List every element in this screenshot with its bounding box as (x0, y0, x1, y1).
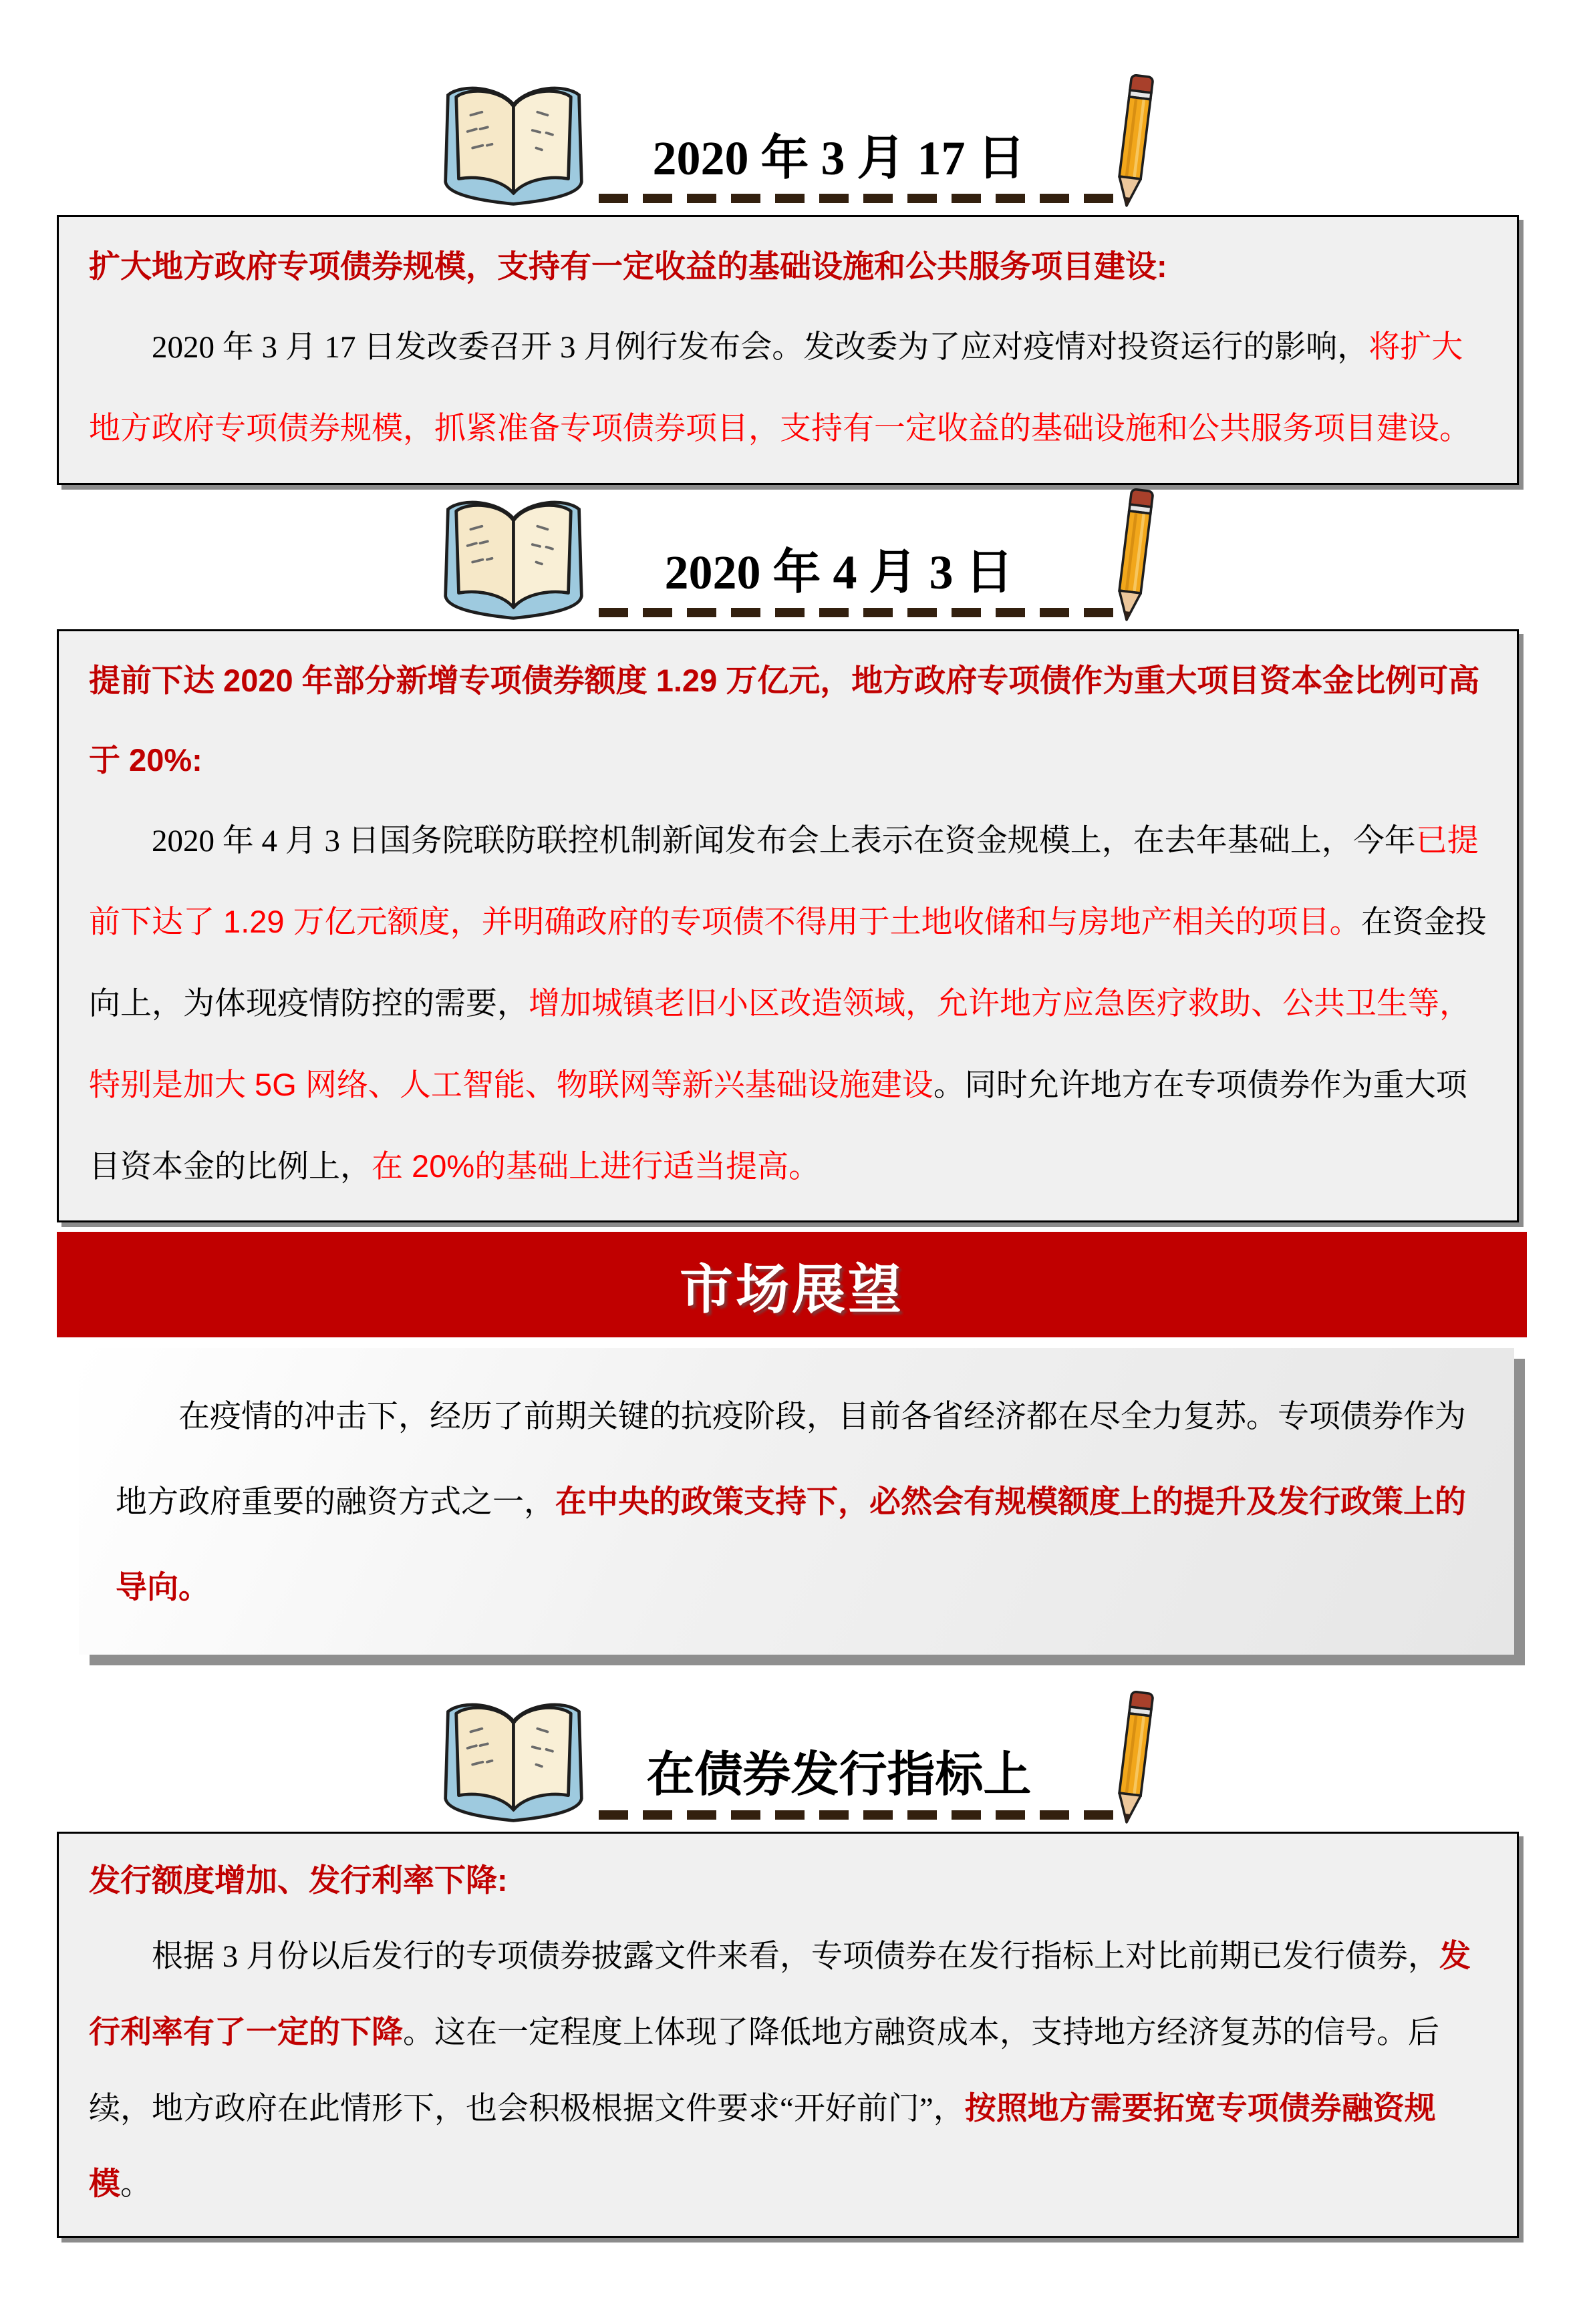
open-book-icon (435, 76, 592, 208)
box-heading: 发行额度增加、发行利率下降: (89, 1862, 508, 1898)
dashed-line (599, 194, 1118, 203)
outlook-paragraph: 在疫情的冲击下，经历了前期关键的抗疫阶段，目前各省经济都在尽全力复苏。专项债券作为地方政府重要的融资方式之一，在中央的政策支持下，必然会有规模额度上的提升及发行政策上的导向。 (116, 1399, 1466, 1605)
box-heading: 提前下达 2020 年部分新增专项债券额度 1.29 万亿元，地方政府专项债作为重大项目资本金比例可高于 20%: (89, 662, 1480, 778)
box-paragraph: 根据 3 月份以后发行的专项债券披露文件来看，专项债券在发行指标上对比前期已发行债券，发行利率有了一定的下降。这在一定程度上体现了降低地方融资成本，支持地方经济复苏的信号。后续，地方政府在此情形下，也会积极根据文件要求“开好前门”，按照地方需要拓宽专项债券融资规模。 (89, 1937, 1471, 2202)
date-header-2 (435, 489, 1157, 623)
pencil-icon (1104, 482, 1165, 625)
topic-title: 在债券发行指标上 (646, 1748, 1032, 1802)
market-outlook-box (79, 1348, 1514, 1655)
box-paragraph: 2020 年 4 月 3 日国务院联防联控机制新闻发布会上表示在资金规模上，在去年基础上，今年已提前下达了 1.29 万亿元额度，并明确政府的专项债不得用于土地收储和与房地产相关的项目。在资金投向上，为体现疫情防控的需要，增加城镇老旧小区改造领域，允许地方应急医疗救助、公共卫生等，特别是加大 5G 网络、人工智能、物联网等新兴基础设施建设。同时允许地方在专项债券作为重大项目资本金的比例上，在 20%的基础上进行适当提高。 (89, 822, 1487, 1184)
date-title: 2020 年 4 月 3 日 (664, 545, 1014, 599)
topic-header (435, 1691, 1157, 1825)
section-banner (57, 1232, 1527, 1337)
dashed-line (599, 608, 1118, 617)
box-heading: 扩大地方政府专项债券规模，支持有一定收益的基础设施和公共服务项目建设: (89, 248, 1167, 284)
pencil-icon (1104, 1685, 1165, 1828)
open-book-icon (435, 490, 592, 623)
banner-title: 市场展望 (680, 1259, 904, 1319)
date-title: 2020 年 3 月 17 日 (652, 132, 1026, 185)
date-header-1 (435, 75, 1157, 208)
policy-box-3 (57, 1832, 1519, 2238)
dashed-line (599, 1810, 1118, 1820)
pencil-icon (1104, 69, 1165, 212)
open-book-icon (435, 1693, 592, 1825)
box-paragraph: 2020 年 3 月 17 日发改委召开 3 月例行发布会。发改委为了应对疫情对投资运行的影响，将扩大地方政府专项债券规模，抓紧准备专项债券项目，支持有一定收益的基础设施和公共服务项目建设。 (89, 328, 1471, 446)
policy-box-2 (57, 629, 1519, 1223)
policy-box-1 (57, 215, 1519, 485)
